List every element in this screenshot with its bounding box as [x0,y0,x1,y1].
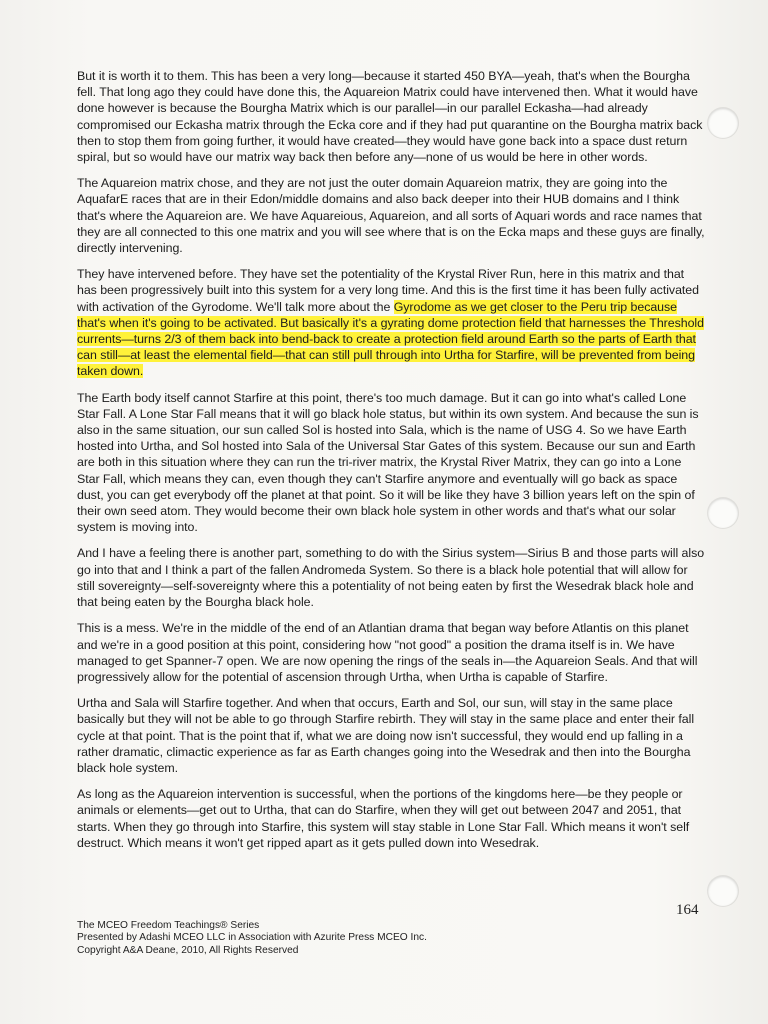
paragraph-3 [77,266,707,379]
footer-publisher: Presented by Adashi MCEO LLC in Association with Azurite Press MCEO Inc. [77,932,427,944]
paragraph-5: And I have a feeling there is another part, something to do with the Sirius system—Sirius B and those parts will also go into that and I think a part of the fallen Andromeda System. So there is a black hole potential that will allow for still sovereignty—self-sovereignty where this a potentiality of not being eaten by first the Wesedrak black hole and that being eaten by the Bourgha black hole. [77,546,705,610]
binder-hole-middle [708,498,738,528]
paragraph-1: But it is worth it to them. This has been a very long—because it started 450 BYA—yeah, that's when the Bourgha fell. That long ago they could have done this, the Aquareion Matrix could have intervened then. What it would have done however is because the Bourgha Matrix which is our parallel—in our parallel Eckasha—had already compromised our Eckasha matrix through the Ecka core and if they had put quarantine on the Bourgha matrix back then to stop them from going further, it would have created—they would have gone back into a space dust return spiral, but so would have our matrix way back then before any—none of us would be here in other words. [77,69,703,165]
footer [77,920,427,957]
footer-copyright: Copyright A&A Deane, 2010, All Rights Reserved [77,944,299,956]
binder-hole-top [708,108,738,138]
paragraph-3-lead: They have intervened before. They have set the potentiality of the Krystal River Run, here in this matrix and that has been progressively built into this system for a very long time. And this is the first time it has been fully activated with activation of the Gyrodome. We'll talk more about the [77,267,699,314]
paragraph-4: The Earth body itself cannot Starfire at this point, there's too much damage. But it can go into what's called Lone Star Fall. A Lone Star Fall means that it will go black hole status, but within its own system. And because the sun is also in the same situation, our sun called Sol is hosted into Sala, which is the name of USG 4. So we have Earth hosted into Urtha, and Sol hosted into Sala of the Universal Star Gates of this system. Because our sun and Earth are both in this situation where they can run the tri-river matrix, the Krystal River Matrix, they can go into a Lone Star Fall, which means they can, even though they can't Starfire anymore and eventually will go back as space dust, you can get everybody off the planet at that point. So it will be like they have 3 billion years left on the spin of their own seed atom. They would become their own black hole system in other words and that's what our solar system is moving into. [77,390,699,535]
paragraph-6: This is a mess. We're in the middle of the end of an Atlantian drama that began way before Atlantis on this planet and we're in a good position at this point, considering how "not good" a position the drama itself is in. We have managed to get Spanner-7 open. We are now opening the rings of the seals in—the Aquareion Seals. And that will progressively allow for the potential of ascension through Urtha, when Urtha is capable of Starfire. [77,621,698,684]
binder-hole-bottom [708,876,738,906]
body-text [77,68,707,861]
paragraph-2: The Aquareion matrix chose, and they are not just the outer domain Aquareion matrix, they are going into the AquafarE races that are in their Edon/middle domains and also back deeper into their HUB domains and I think that's where the Aquareion are. We have Aquareious, Aquareion, and all sorts of Aquari words and race names that they are all connected to this one matrix and you will see where that is on the Ecka maps and these guys are finally, directly intervening. [77,176,705,256]
page-number: 164 [676,902,699,918]
highlighted-passage: Gyrodome as we get closer to the Peru trip because that's when it's going to be activated. But basically it's a gyrating dome protection field that harnesses the Threshold currents—turns 2/3 of them back into bend-back to create a protection field around Earth so the parts of Earth that can still—at least the elemental field—that can still pull through into Urtha for Starfire, will be prevented from being taken down. [77,299,704,379]
paragraph-7: Urtha and Sala will Starfire together. And when that occurs, Earth and Sol, our sun, will stay in the same place basically but they will not be able to go through Starfire rebirth. They will stay in the same place and enter their fall cycle at that point. That is the point that if, what we are doing now isn't successful, they would end up falling in a rather dramatic, climactic experience as far as Earth changes going into the Wesedrak and then into the Bourgha black hole system. [77,696,695,775]
paragraph-8: As long as the Aquareion intervention is successful, when the portions of the kingdoms here—be they people or animals or elements—get out to Urtha, that can do Starfire, when they will get out between 2047 and 2051, that starts. When they go through into Starfire, this system will stay stable in Lone Star Fall. Which means it won't self destruct. Which means it won't get ripped apart as it gets pulled down into Wesedrak. [77,787,690,850]
footer-series: The MCEO Freedom Teachings® Series [77,920,260,931]
